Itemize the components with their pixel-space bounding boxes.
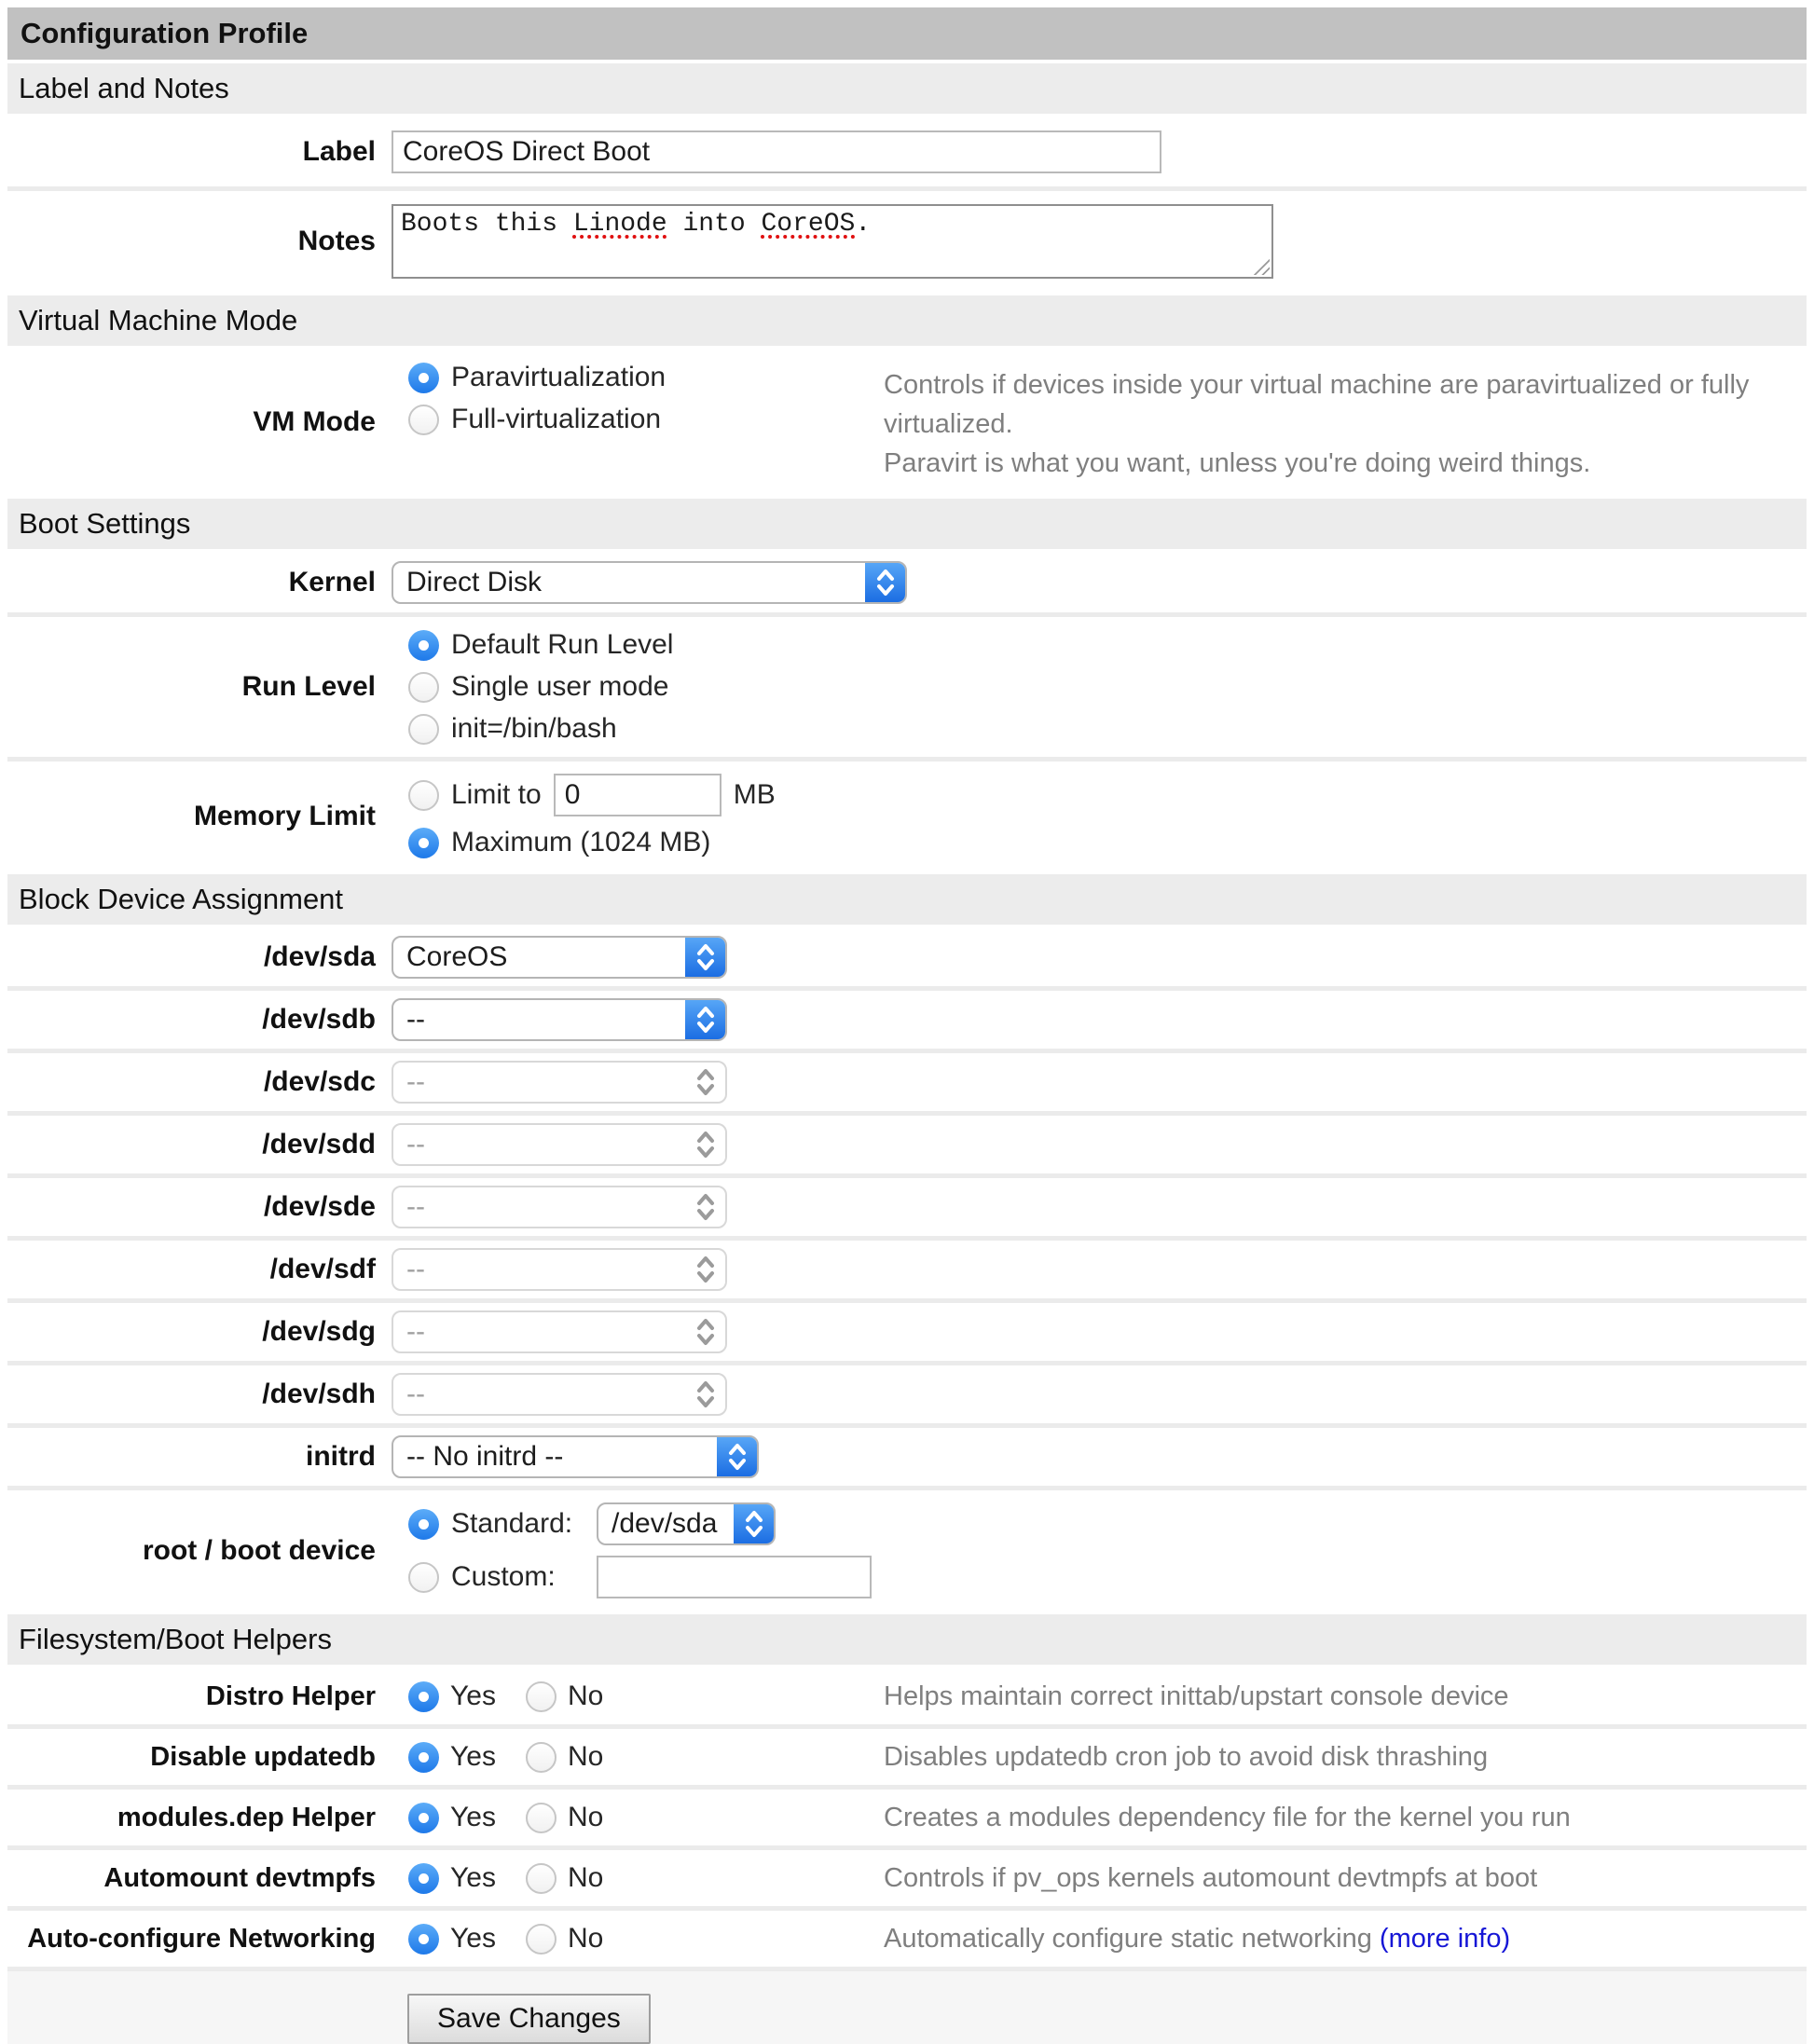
section-filesystem-boot-helpers: Filesystem/Boot Helpers <box>7 1614 1807 1665</box>
misspelled-word: Linode <box>572 210 667 239</box>
helper-row-distro: Distro Helper Yes No Helps maintain correct inittab/upstart console device <box>7 1668 1807 1729</box>
dev-sdb-select[interactable]: -- <box>392 998 727 1041</box>
radio-unselected-icon[interactable] <box>526 1681 557 1712</box>
select-stepper-icon <box>685 1187 726 1228</box>
select-stepper-icon <box>685 1124 726 1165</box>
device-row-sda: /dev/sda CoreOS <box>7 928 1807 991</box>
radio-selected-icon[interactable] <box>408 1509 439 1540</box>
run-level-row <box>7 617 1807 761</box>
dev-sdh-select: -- <box>392 1373 727 1416</box>
helper-row-networking: Auto-configure Networking Yes No Automatically configure static networking (more info) <box>7 1911 1807 1971</box>
device-row-sdd: /dev/sdd -- <box>7 1116 1807 1178</box>
radio-unselected-icon[interactable] <box>408 672 439 703</box>
notes-field-label: Notes <box>297 226 376 256</box>
helper-help: Creates a modules dependency file for the kernel you run <box>884 1803 1571 1833</box>
radio-selected-icon[interactable] <box>408 1742 439 1773</box>
save-changes-button[interactable]: Save Changes <box>407 1994 651 2044</box>
root-device-option-standard[interactable]: Standard: /dev/sda <box>408 1502 872 1545</box>
radio-unselected-icon[interactable] <box>408 780 439 811</box>
device-row-sdh: /dev/sdh -- <box>7 1365 1807 1428</box>
dev-sdd-select: -- <box>392 1123 727 1166</box>
dev-sda-select[interactable]: CoreOS <box>392 936 727 979</box>
helper-help: Controls if pv_ops kernels automount devtmpfs at boot <box>884 1863 1538 1894</box>
initrd-select[interactable]: -- No initrd -- <box>392 1435 759 1478</box>
run-level-option-single-user[interactable]: Single user mode <box>408 671 673 703</box>
notes-row <box>7 191 1807 292</box>
section-virtual-machine-mode: Virtual Machine Mode <box>7 295 1807 346</box>
root-device-select[interactable]: /dev/sda <box>597 1502 776 1545</box>
helper-row-modules-dep: modules.dep Helper Yes No Creates a modules dependency file for the kernel you run <box>7 1790 1807 1850</box>
memory-limit-input[interactable] <box>554 774 721 816</box>
vm-mode-row <box>7 350 1807 495</box>
select-stepper-icon <box>685 937 726 978</box>
radio-unselected-icon[interactable] <box>526 1863 557 1894</box>
radio-selected-icon[interactable] <box>408 363 439 393</box>
radio-selected-icon[interactable] <box>408 1803 439 1833</box>
radio-unselected-icon[interactable] <box>408 714 439 745</box>
run-level-option-default[interactable]: Default Run Level <box>408 629 673 661</box>
run-level-label: Run Level <box>241 671 376 703</box>
radio-unselected-icon[interactable] <box>526 1742 557 1773</box>
section-label-and-notes: Label and Notes <box>7 63 1807 114</box>
kernel-row <box>7 553 1807 617</box>
helper-help: Helps maintain correct inittab/upstart console device <box>884 1681 1509 1712</box>
helper-row-devtmpfs: Automount devtmpfs Yes No Controls if pv_ops kernels automount devtmpfs at boot <box>7 1850 1807 1911</box>
device-row-sdg: /dev/sdg -- <box>7 1303 1807 1365</box>
run-level-option-init-bash[interactable]: init=/bin/bash <box>408 713 673 745</box>
device-row-sde: /dev/sde -- <box>7 1178 1807 1241</box>
helper-help: Automatically configure static networking (more info) <box>884 1924 1511 1955</box>
label-input[interactable] <box>392 130 1161 173</box>
dev-sdg-select: -- <box>392 1310 727 1353</box>
radio-selected-icon[interactable] <box>408 1681 439 1712</box>
device-row-sdb: /dev/sdb -- <box>7 991 1807 1053</box>
section-block-device-assignment: Block Device Assignment <box>7 874 1807 925</box>
misspelled-word: CoreOS <box>761 210 856 239</box>
radio-unselected-icon[interactable] <box>526 1924 557 1955</box>
select-stepper-icon <box>685 1311 726 1352</box>
custom-root-input[interactable] <box>597 1556 872 1598</box>
page-title: Configuration Profile <box>21 17 309 49</box>
select-stepper-icon <box>685 999 726 1040</box>
radio-selected-icon[interactable] <box>408 1924 439 1955</box>
root-device-option-custom[interactable]: Custom: <box>408 1556 872 1598</box>
memory-unit-label: MB <box>733 779 776 811</box>
more-info-link[interactable]: (more info) <box>1379 1924 1511 1955</box>
memory-limit-label: Memory Limit <box>193 800 376 831</box>
page-title-bar <box>7 7 1807 60</box>
vm-mode-option-full-virtualization[interactable]: Full-virtualization <box>408 404 884 435</box>
memory-limit-option-maximum[interactable]: Maximum (1024 MB) <box>408 827 776 858</box>
dev-sde-select: -- <box>392 1186 727 1228</box>
section-boot-settings: Boot Settings <box>7 499 1807 549</box>
kernel-label: Kernel <box>288 567 376 598</box>
radio-unselected-icon[interactable] <box>408 405 439 435</box>
vm-mode-option-paravirtualization[interactable]: Paravirtualization <box>408 362 884 393</box>
memory-limit-row <box>7 761 1807 871</box>
select-stepper-icon <box>685 1062 726 1103</box>
select-stepper-icon <box>685 1374 726 1415</box>
select-stepper-icon <box>734 1503 775 1544</box>
vm-mode-label: VM Mode <box>253 406 376 438</box>
label-row <box>7 117 1807 191</box>
dev-sdf-select: -- <box>392 1248 727 1291</box>
root-boot-device-row: root / boot device Standard: /dev/sda Custom: <box>7 1490 1807 1611</box>
radio-selected-icon[interactable] <box>408 1863 439 1894</box>
resize-grip-icon[interactable] <box>1251 256 1270 275</box>
initrd-row: initrd -- No initrd -- <box>7 1428 1807 1490</box>
select-stepper-icon <box>717 1436 758 1477</box>
helper-row-updatedb: Disable updatedb Yes No Disables updatedb cron job to avoid disk thrashing <box>7 1729 1807 1790</box>
device-row-sdf: /dev/sdf -- <box>7 1241 1807 1303</box>
radio-unselected-icon[interactable] <box>526 1803 557 1833</box>
radio-selected-icon[interactable] <box>408 828 439 858</box>
notes-textarea[interactable]: Boots this Linode into CoreOS. <box>392 204 1273 279</box>
label-field-label: Label <box>302 136 376 167</box>
radio-unselected-icon[interactable] <box>408 1562 439 1593</box>
kernel-select[interactable]: Direct Disk <box>392 561 907 604</box>
device-row-sdc: /dev/sdc -- <box>7 1053 1807 1116</box>
footer-bar <box>7 1971 1807 2044</box>
helper-help: Disables updatedb cron job to avoid disk thrashing <box>884 1742 1489 1773</box>
vm-mode-help: Controls if devices inside your virtual machine are paravirtualized or fully virtualized. Paravirt is what you want, unless you're doing weird things. <box>884 370 1750 479</box>
select-stepper-icon <box>685 1249 726 1290</box>
memory-limit-option-limit[interactable]: Limit to 0 MB <box>408 774 776 816</box>
radio-selected-icon[interactable] <box>408 630 439 661</box>
dev-sdc-select: -- <box>392 1061 727 1104</box>
select-stepper-icon <box>865 562 906 603</box>
